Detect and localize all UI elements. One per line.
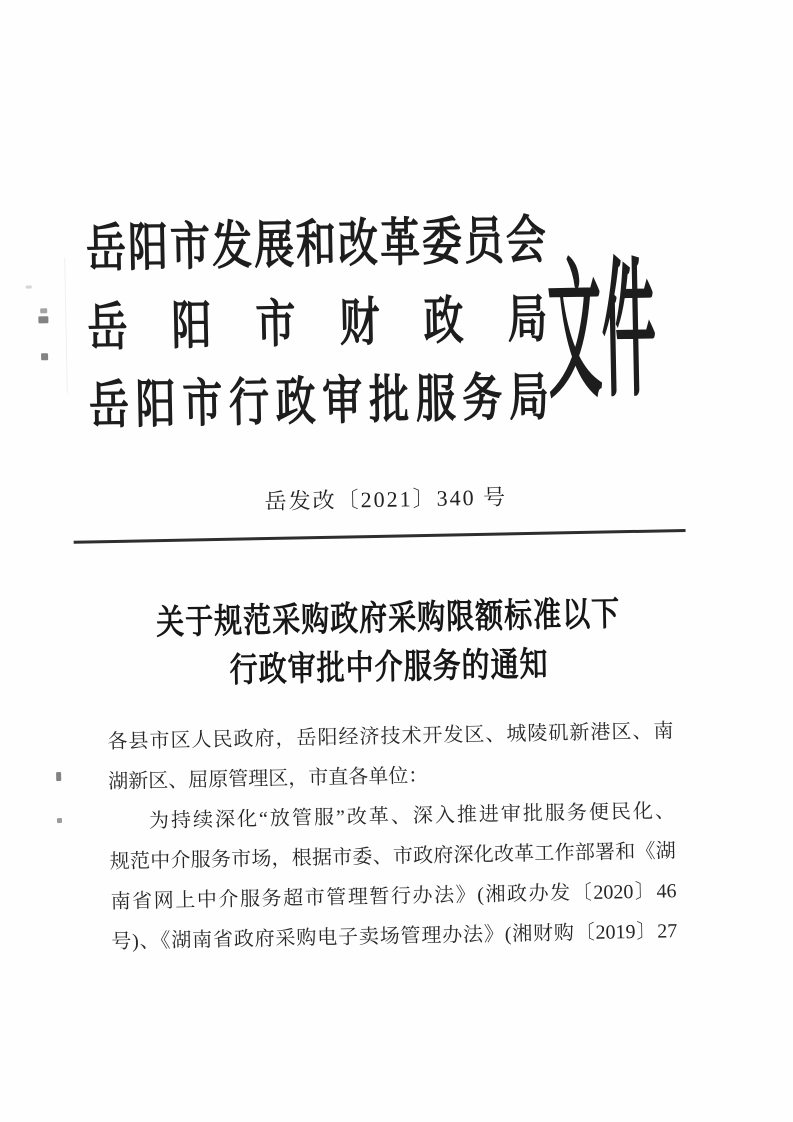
- scan-speck: [38, 316, 48, 323]
- document-title-line-1: 关于规范采购政府采购限额标准以下: [155, 595, 621, 643]
- body-line: 各县市区人民政府，岳阳经济技术开发区、城陵矶新港区、南: [107, 720, 674, 754]
- body-line: 南省网上中介服务超市管理暂行办法》(湘政办发〔2020〕46: [110, 880, 677, 914]
- issuer-line-3: 岳阳市行政审批服务局: [88, 367, 550, 436]
- scan-speck: [41, 353, 48, 360]
- body-line: 为持续深化“放管服”改革、深入推进审批服务便民化、: [148, 800, 676, 833]
- doc-number: 岳发改〔2021〕340 号: [264, 484, 508, 515]
- issuer-line-2: 岳阳市财政局: [86, 289, 549, 358]
- document-body: [107, 711, 678, 962]
- doc-type-mark: 文件: [546, 248, 658, 417]
- issuer-line-1: 岳阳市发展和改革委员会: [85, 210, 547, 279]
- body-line: 湖新区、屈原管理区，市直各单位：: [108, 764, 429, 794]
- scan-speck: [26, 285, 32, 288]
- scan-fold-line: [64, 258, 68, 393]
- document-title-line-2: 行政审批中介服务的通知: [229, 646, 549, 691]
- scan-speck: [40, 308, 47, 313]
- scan-speck: [56, 772, 61, 781]
- scan-speck: [57, 818, 62, 823]
- body-line: 规范中介服务市场，根据市委、市政府深化改革工作部署和《湖: [109, 840, 676, 874]
- body-line: 号)、《湖南省政府采购电子卖场管理办法》(湘财购〔2019〕27: [111, 920, 678, 954]
- header-divider-rule: [74, 529, 686, 544]
